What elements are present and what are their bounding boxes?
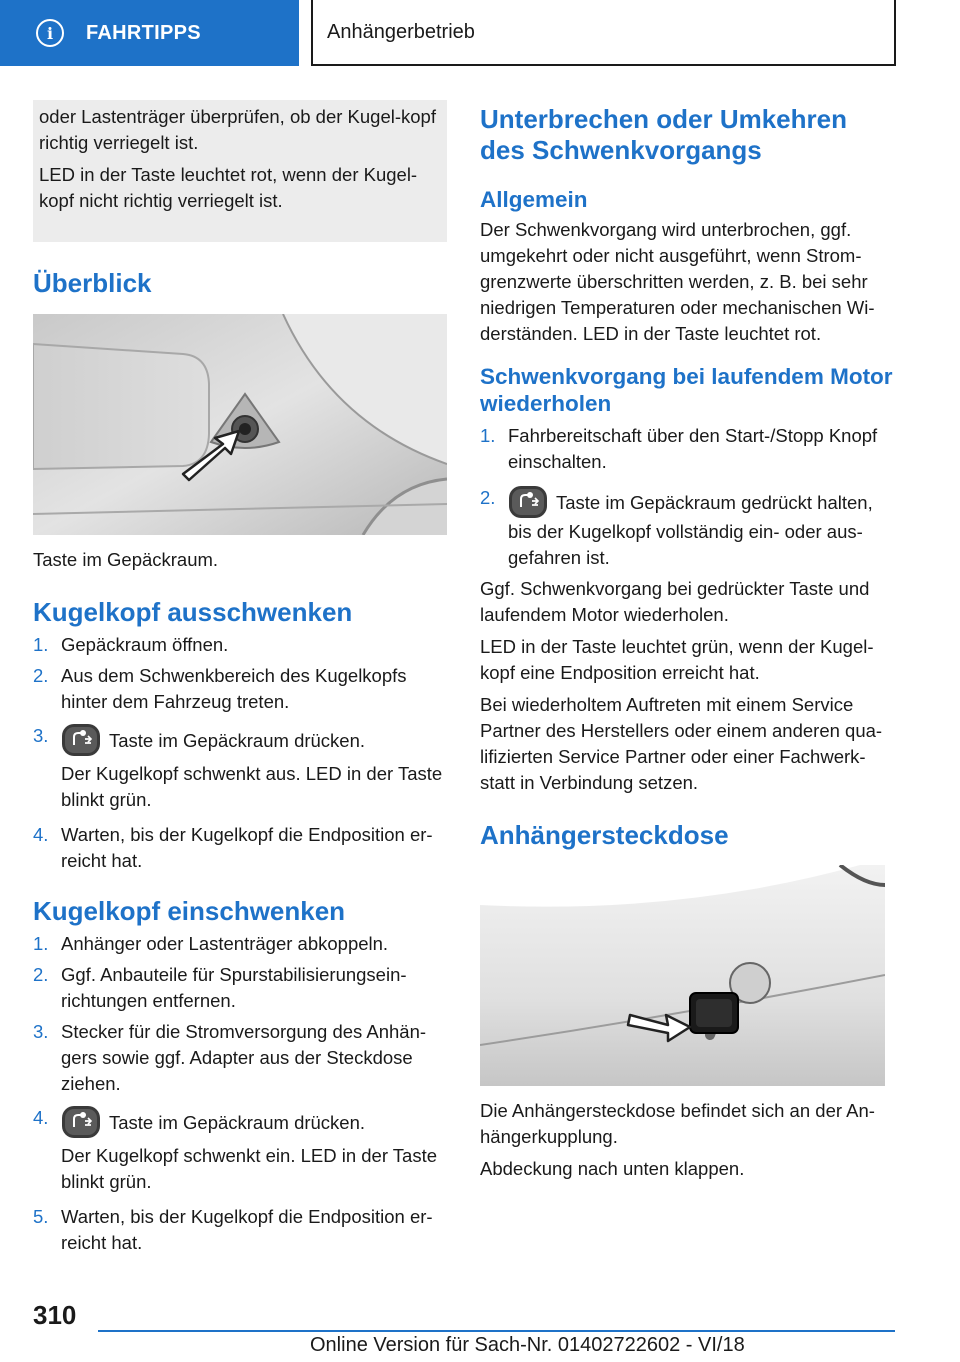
info-icon: i [36,19,64,47]
step-text: Warten, bis der Kugelkopf die Endposition er-reicht hat. [61,1206,433,1253]
left-column [33,100,447,1261]
header-section-tab [0,0,299,66]
step-number: 3. [33,725,49,746]
list-item [33,1204,447,1256]
socket-paragraph: Abdeckung nach unten klappen. [480,1158,745,1179]
step-text: Stecker für die Stromversorgung des Anhän-gers sowie ggf. Adapter aus der Steckdose ziehen. [61,1021,427,1094]
list-item [33,1105,447,1199]
page-number: 310 [33,1300,77,1330]
swing-out-steps [33,632,447,874]
step-text: Fahrbereitschaft über den Start-/Stopp Knopf einschalten. [508,425,878,472]
step-number: 1. [33,933,49,954]
swing-in-heading: Kugelkopf einschwenken [33,896,346,926]
list-item [33,723,447,817]
overview-heading: Überblick [33,268,152,298]
footer-divider [98,1330,895,1332]
trunk-button-photo [33,314,447,535]
step-number: 5. [33,1206,49,1227]
tow-hitch-button-icon [508,485,548,519]
list-item [33,822,447,874]
step-number: 2. [33,665,49,686]
list-item [480,423,896,475]
step-number: 2. [33,964,49,985]
interrupt-heading: Unterbrechen oder Umkehren des Schwenkvorgangs [480,104,847,165]
footer-online-version: Online Version für Sach-Nr. 01402722602 - VI/18 [310,1334,745,1356]
general-text: Der Schwenkvorgang wird unterbrochen, ggf. umgekehrt oder nicht ausgeführt, wenn Strom-grenzwerte überschritten werden, z. B. bei sehr niedrigen Temperaturen oder mechanischen Wi-derständen. LED in der Taste leuchtet rot. [480,219,875,344]
step-text: Taste im Gepäckraum drücken. [109,730,366,751]
step-text: Taste im Gepäckraum gedrückt halten, bis der Kugelkopf vollständig ein- oder aus-gefahren ist. [508,492,873,568]
step-subtext: Der Kugelkopf schwenkt ein. LED in der Taste blinkt grün. [61,1145,438,1192]
socket-paragraph: Die Anhängersteckdose befindet sich an der An-hängerkupplung. [480,1100,875,1147]
overview-caption: Taste im Gepäckraum. [33,549,219,570]
tow-hitch-button-icon [61,1105,101,1139]
header-section-title: FAHRTIPPS [86,21,201,44]
repeat-paragraph: Bei wiederholtem Auftreten mit einem Service Partner des Herstellers oder einem anderen qua-lifizierten Service Partner oder einer Fachwerk-statt in Verbindung setzen. [480,694,883,793]
swing-out-heading: Kugelkopf ausschwenken [33,597,353,627]
step-number: 1. [480,425,496,446]
step-subtext: Der Kugelkopf schwenkt aus. LED in der Taste blinkt grün. [61,763,443,810]
step-text: Gepäckraum öffnen. [61,634,229,655]
header-chapter-box [311,0,896,66]
list-item [33,632,447,658]
list-item [33,1019,447,1097]
socket-heading: Anhängersteckdose [480,820,729,850]
swing-in-steps [33,931,447,1256]
note-line: oder Lastenträger überprüfen, ob der Kugel-kopf richtig verriegelt ist. [39,106,436,153]
step-text: Anhänger oder Lastenträger abkoppeln. [61,933,389,954]
step-text: Taste im Gepäckraum drücken. [109,1112,366,1133]
step-number: 2. [480,487,496,508]
general-heading: Allgemein [480,187,588,212]
right-column [480,104,896,1188]
tow-hitch-button-icon [61,723,101,757]
step-number: 4. [33,1107,49,1128]
step-number: 4. [33,824,49,845]
step-number: 1. [33,634,49,655]
repeat-paragraph: Ggf. Schwenkvorgang bei gedrückter Taste und laufendem Motor wiederholen. [480,578,870,625]
list-item [33,962,447,1014]
step-number: 3. [33,1021,49,1042]
repeat-paragraph: LED in der Taste leuchtet grün, wenn der Kugel-kopf eine Endposition erreicht hat. [480,636,874,683]
info-note-box [33,100,447,242]
step-text: Aus dem Schwenkbereich des Kugelkopfs hinter dem Fahrzeug treten. [61,665,407,712]
step-text: Ggf. Anbauteile für Spurstabilisierungsein-richtungen entfernen. [61,964,407,1011]
step-text: Warten, bis der Kugelkopf die Endposition er-reicht hat. [61,824,433,871]
header-chapter-title: Anhängerbetrieb [327,20,475,43]
trailer-socket-photo [480,865,885,1086]
repeat-heading: Schwenkvorgang bei laufendem Motor wiederholen [480,364,893,416]
repeat-steps [480,423,896,571]
list-item [33,663,447,715]
note-line: LED in der Taste leuchtet rot, wenn der Kugel-kopf nicht richtig verriegelt ist. [39,164,418,211]
list-item [480,485,896,571]
list-item [33,931,447,957]
